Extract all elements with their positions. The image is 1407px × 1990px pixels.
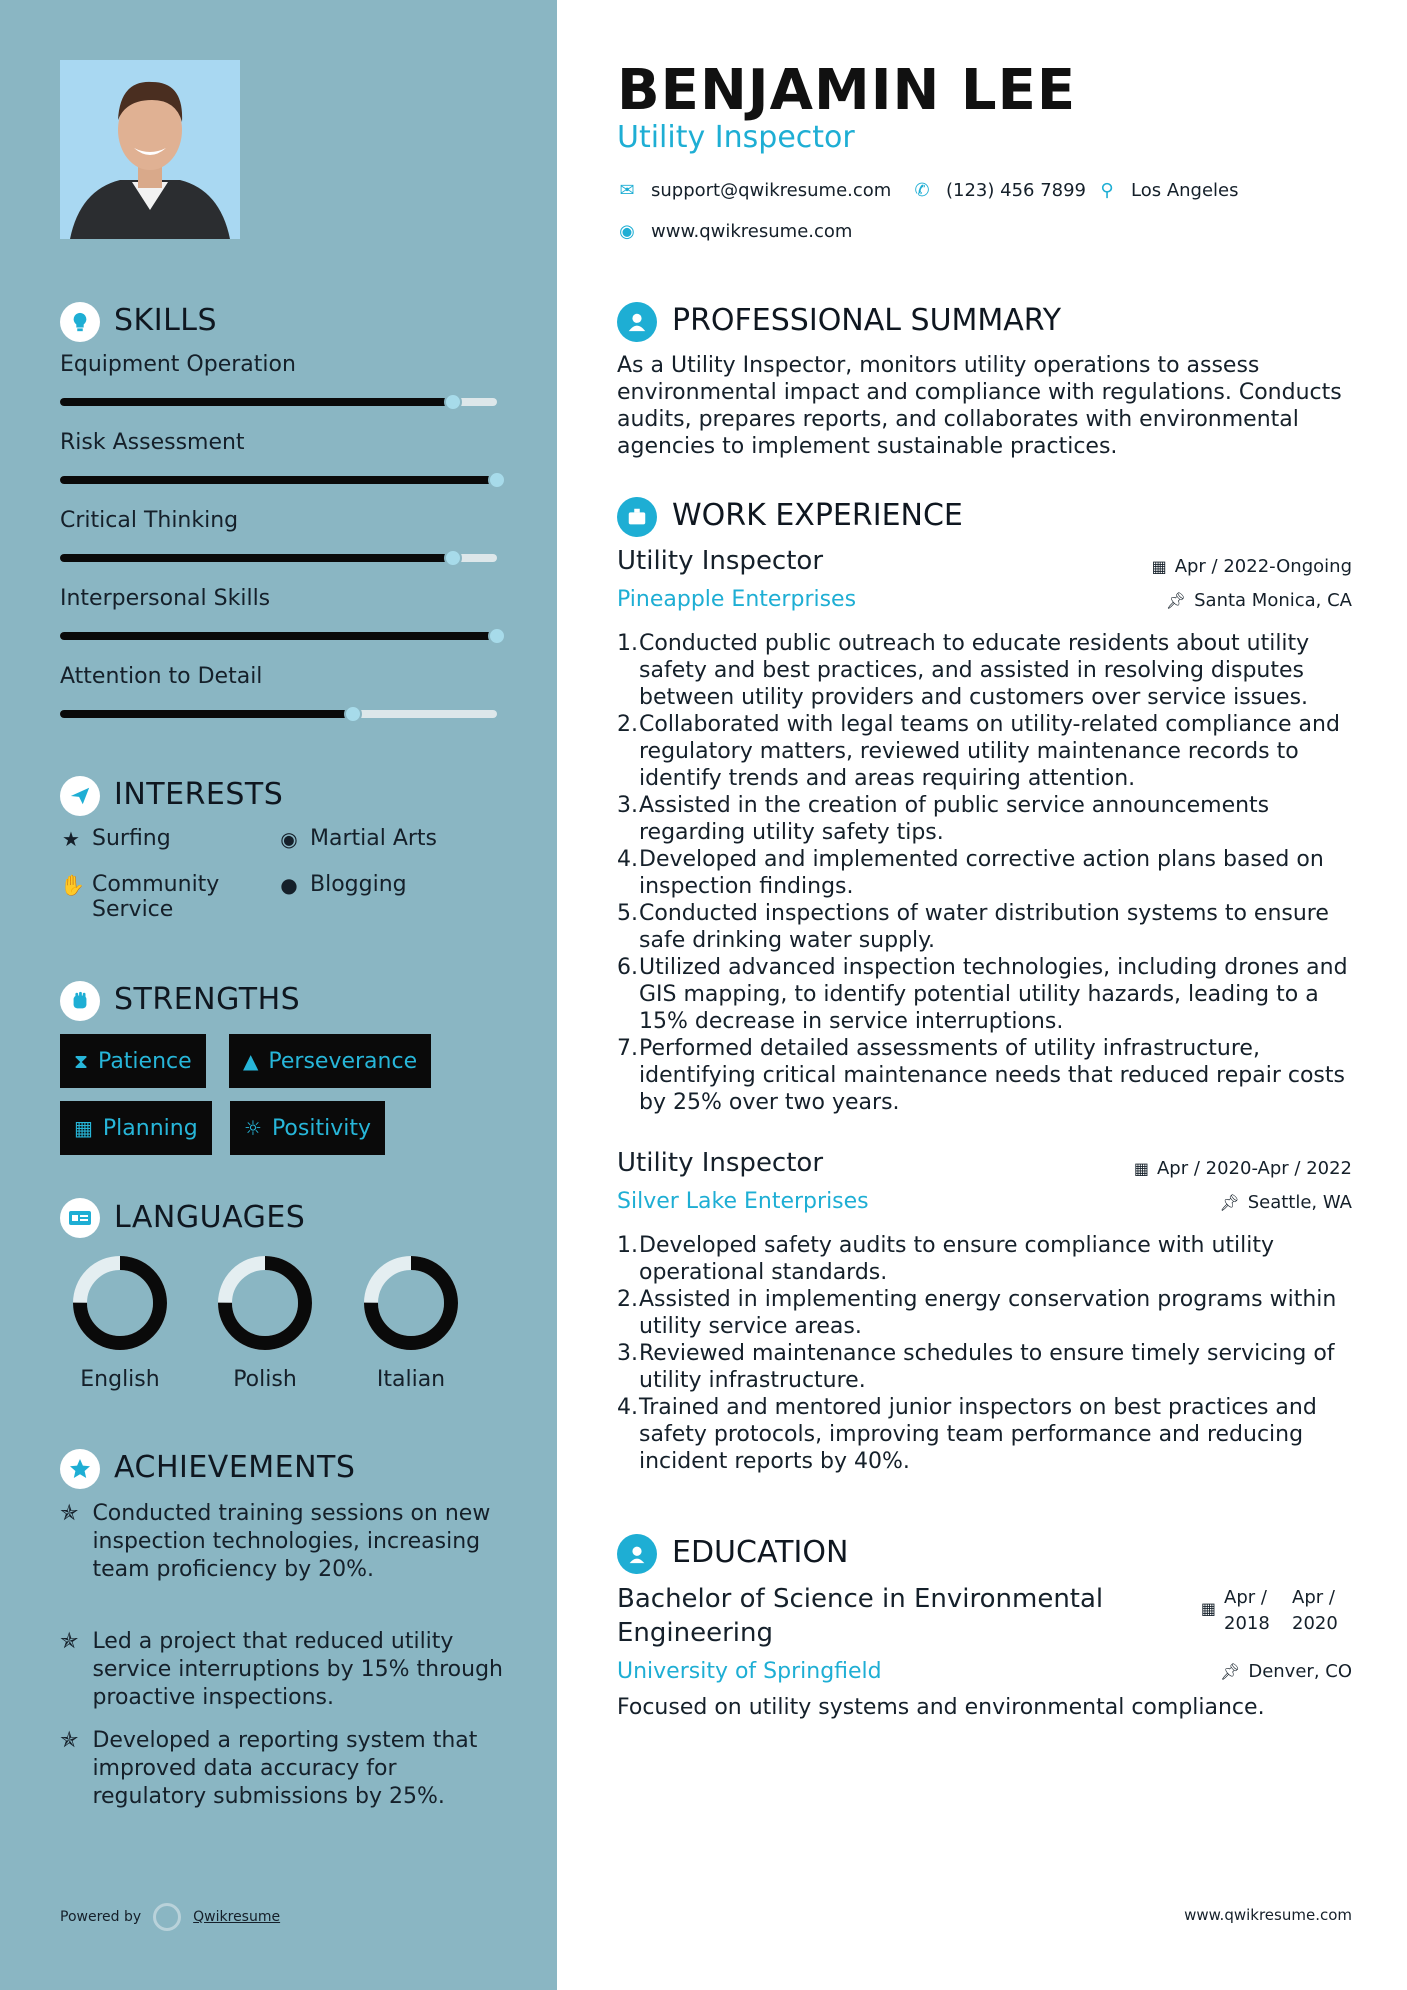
list-item: 2. Assisted in implementing energy conservation programs within utility service areas. — [617, 1287, 1337, 1339]
fist-icon — [60, 981, 100, 1021]
job-company: Silver Lake Enterprises — [617, 1189, 869, 1214]
road-icon: ▲ — [243, 1049, 259, 1073]
list-item: 6. Utilized advanced inspection technologies, including drones and GIS mapping, to identify potential utility hazards, leading to a 15% decrease in service interruptions. — [617, 955, 1348, 1034]
job-bullets — [617, 630, 1372, 1116]
calendar-icon: ▦ — [1133, 1159, 1149, 1178]
job-company: Pineapple Enterprises — [617, 587, 857, 612]
profile-photo — [60, 60, 240, 239]
users-icon: ● — [280, 873, 298, 897]
job-dates: ▦ Apr / 2020-Apr / 2022 — [1133, 1158, 1352, 1179]
interest-item: ✋ Community Service — [60, 872, 220, 922]
pin-icon: 📌︎ — [1219, 1193, 1240, 1212]
skill-name: Interpersonal Skills — [60, 586, 271, 611]
pin-icon: 📌︎ — [1165, 591, 1187, 610]
skill-bar — [60, 554, 497, 562]
language-name: Italian — [376, 1367, 446, 1392]
skill-name: Equipment Operation — [60, 352, 296, 377]
interests-heading: INTERESTS — [114, 777, 284, 812]
list-item: 1. Developed safety audits to ensure compliance with utility operational standards. — [617, 1233, 1275, 1285]
lightbulb-icon — [60, 302, 100, 342]
briefcase-icon — [617, 497, 657, 537]
phone-icon: ✆ — [914, 180, 930, 201]
calendar-icon: ▦ — [74, 1116, 93, 1140]
job-bullets — [617, 1232, 1372, 1475]
language-ring — [363, 1255, 459, 1351]
globe-icon: ◉ — [280, 827, 298, 851]
skill-bar — [60, 476, 497, 484]
language-ring — [217, 1255, 313, 1351]
language-item — [60, 1255, 180, 1392]
candidate-title: Utility Inspector — [617, 120, 855, 155]
summary-heading: PROFESSIONAL SUMMARY — [672, 303, 1062, 338]
strength-badge: ⧗ Patience — [60, 1034, 206, 1088]
star-icon: ✯ — [60, 1629, 79, 1654]
education-heading: EDUCATION — [672, 1535, 849, 1570]
pin-icon: 📌︎ — [1220, 1662, 1241, 1681]
hand-icon: ✋ — [60, 873, 85, 897]
envelope-icon: ✉ — [619, 180, 635, 201]
star-icon: ✯ — [60, 1501, 79, 1526]
skill-bar — [60, 710, 497, 718]
achievement-item: ✯ Led a project that reduced utility service interruptions by 15% through proactive inspections. — [60, 1629, 503, 1710]
education-dates: ▦ Apr / 2018 Apr / 2020 — [1200, 1587, 1338, 1634]
strength-badge: ▲ Perseverance — [229, 1034, 431, 1088]
interest-item: ● Blogging — [278, 872, 407, 898]
contact-phone[interactable]: ✆ (123) 456 7899 — [912, 180, 1086, 201]
skill-name: Risk Assessment — [60, 430, 245, 455]
list-item: 3. Assisted in the creation of public service announcements regarding utility safety tips. — [617, 793, 1270, 845]
main-content — [557, 0, 1407, 1990]
globe-icon: ◉ — [619, 221, 635, 242]
job-title: Utility Inspector — [617, 1148, 824, 1178]
education-location: 📌︎ Denver, CO — [1220, 1661, 1352, 1682]
list-item: 7. Performed detailed assessments of utility infrastructure, identifying critical maintenance needs that reduced repair costs by 25% over two years. — [617, 1036, 1345, 1115]
degree-title: Bachelor of Science in Environmental Engineering — [617, 1584, 1104, 1648]
skills-heading: SKILLS — [114, 303, 218, 338]
hourglass-icon: ⧗ — [74, 1049, 89, 1073]
education-description: Focused on utility systems and environmental compliance. — [617, 1695, 1265, 1720]
skill-name: Attention to Detail — [60, 664, 263, 689]
achievement-item: ✯ Developed a reporting system that improved data accuracy for regulatory submissions by 25%. — [60, 1728, 478, 1809]
footer-website[interactable]: www.qwikresume.com — [1184, 1906, 1352, 1924]
achievements-heading: ACHIEVEMENTS — [114, 1450, 356, 1485]
language-item — [205, 1255, 325, 1392]
list-item: 1. Conducted public outreach to educate residents about utility safety and best practices, and assisted in resolving disputes between utility providers and customers over service issues. — [617, 631, 1310, 710]
list-item: 3. Reviewed maintenance schedules to ensure timely servicing of utility infrastructure. — [617, 1341, 1335, 1393]
skill-bar — [60, 632, 497, 640]
interest-item: ◉ Martial Arts — [278, 826, 437, 852]
id-card-icon — [60, 1198, 100, 1238]
user-icon — [617, 302, 657, 342]
interest-item: ★ Surfing — [60, 826, 171, 852]
calendar-icon: ▦ — [1151, 557, 1167, 576]
job-title: Utility Inspector — [617, 546, 824, 576]
summary-text: As a Utility Inspector, monitors utility operations to assess environmental impact and compliance with regulations. Conducts audits, prepares reports, and collaborates with environmental agencies to implement sustainable practices. — [617, 353, 1342, 459]
calendar-icon: ▦ — [1200, 1599, 1216, 1618]
qwikresume-link[interactable]: Qwikresume — [193, 1909, 281, 1925]
paper-plane-icon — [60, 776, 100, 816]
job-location: 📌︎ Santa Monica, CA — [1165, 590, 1352, 611]
language-name: Polish — [233, 1367, 297, 1392]
star-badge-icon — [60, 1449, 100, 1489]
star-icon: ★ — [62, 827, 80, 851]
list-item: 4. Trained and mentored junior inspectors on best practices and safety protocols, improving team performance and reducing incident reports by 40%. — [617, 1395, 1317, 1474]
experience-heading: WORK EXPERIENCE — [672, 498, 963, 533]
list-item: 4. Developed and implemented corrective action plans based on inspection findings. — [617, 847, 1324, 899]
sidebar — [0, 0, 557, 1990]
list-item: 5. Conducted inspections of water distribution systems to ensure safe drinking water supply. — [617, 901, 1329, 953]
list-item: 2. Collaborated with legal teams on utility-related compliance and regulatory matters, reviewed utility maintenance records to identify trends and areas requiring attention. — [617, 712, 1340, 791]
job-dates: ▦ Apr / 2022-Ongoing — [1151, 556, 1352, 577]
map-pin-icon: ⚲ — [1100, 180, 1114, 201]
contact-website[interactable]: ◉ www.qwikresume.com — [617, 221, 852, 242]
language-name: English — [80, 1367, 160, 1392]
job-location: 📌︎ Seattle, WA — [1219, 1192, 1352, 1213]
strengths-heading: STRENGTHS — [114, 982, 301, 1017]
graduation-icon — [617, 1534, 657, 1574]
powered-by: Powered by Qwikresume — [60, 1903, 280, 1931]
languages-heading: LANGUAGES — [114, 1200, 306, 1235]
candidate-name: BENJAMIN LEE — [617, 58, 1077, 123]
contact-email[interactable]: ✉ support@qwikresume.com — [617, 180, 891, 201]
language-ring — [72, 1255, 168, 1351]
star-icon: ✯ — [60, 1728, 79, 1753]
strength-badge: ▦ Planning — [60, 1101, 212, 1155]
achievement-item: ✯ Conducted training sessions on new inspection technologies, increasing team proficiency by 20%. — [60, 1501, 491, 1582]
sun-icon: ☼ — [244, 1116, 262, 1140]
skill-bar — [60, 398, 497, 406]
qwikresume-logo-icon — [153, 1903, 181, 1931]
strength-badge: ☼ Positivity — [230, 1101, 385, 1155]
education-school: University of Springfield — [617, 1659, 882, 1684]
skill-name: Critical Thinking — [60, 508, 239, 533]
contact-location: ⚲ Los Angeles — [1097, 180, 1239, 201]
language-item — [351, 1255, 471, 1392]
